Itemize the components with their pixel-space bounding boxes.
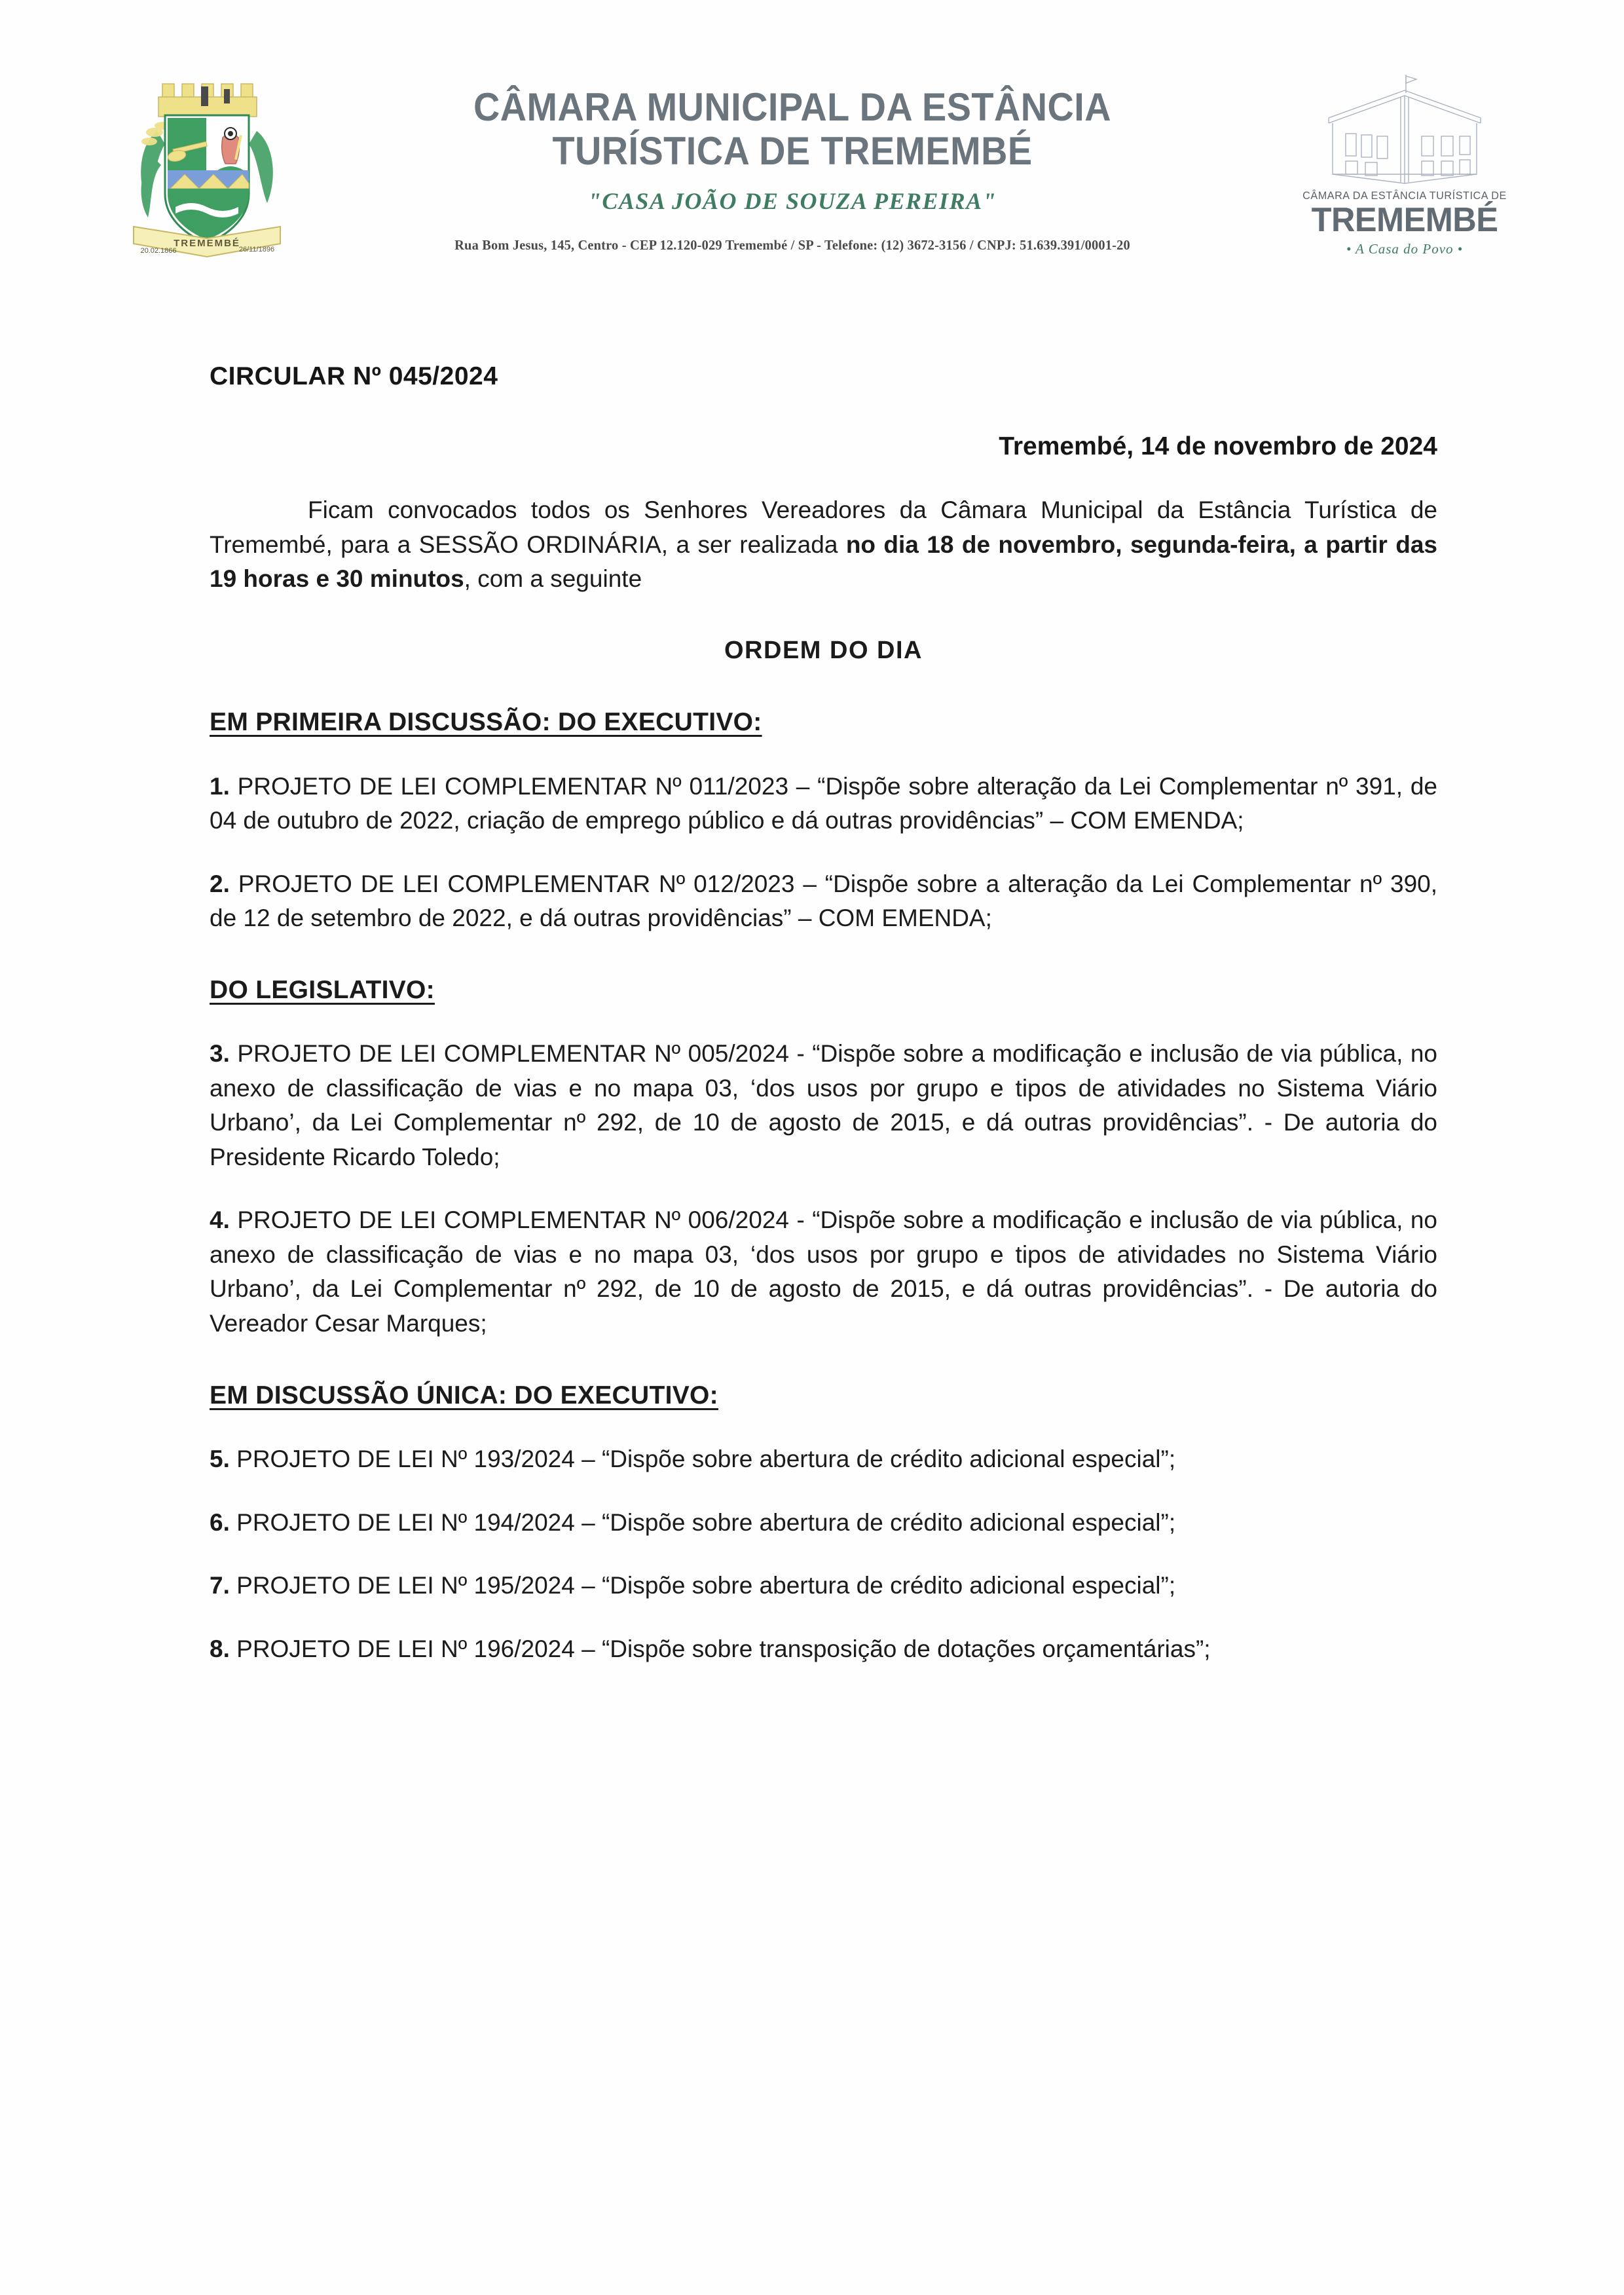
document-body	[0, 359, 1624, 1745]
agenda-item-text: PROJETO DE LEI Nº 196/2024 – “Dispõe sobre transposição de dotações orçamentárias”;	[229, 1635, 1211, 1662]
agenda-item-text: PROJETO DE LEI Nº 194/2024 – “Dispõe sobre abertura de crédito adicional especial”;	[229, 1508, 1176, 1536]
agenda-title: ORDEM DO DIA	[724, 636, 923, 664]
agenda-item-number: 5.	[210, 1446, 230, 1473]
agenda-item-number: 7.	[210, 1572, 230, 1599]
intro-text-bold: no dia 18 de novembro, segunda-feira, a partir das 19 horas e 30 minutos	[210, 531, 1437, 593]
agenda-item	[210, 1037, 1437, 1174]
agenda-item	[210, 1632, 1437, 1667]
org-subtitle: "CASA JOÃO DE SOUZA PEREIRA"	[587, 188, 997, 215]
agenda-item-number: 6.	[210, 1508, 230, 1536]
agenda-item	[210, 1569, 1437, 1603]
logo-wordmark: TREMEMBÉ	[1311, 201, 1498, 239]
agenda-item	[210, 867, 1437, 936]
intro-text-part1: Ficam convocados todos os Senhores Vereadores da Câmara Municipal da Estância Turística de Tremembé, para a SESSÃO ORDINÁRIA, a ser realizada	[210, 496, 1437, 558]
coat-of-arms-crest	[124, 0, 288, 262]
agenda-item-text: PROJETO DE LEI COMPLEMENTAR Nº 012/2023 – “Dispõe sobre a alteração da Lei Complementar nº 390, de 12 de setembro de 2022, e dá outras providências” – COM EMENDA;	[210, 870, 1437, 932]
building-icon	[1306, 71, 1503, 185]
agenda-item-number: 3.	[210, 1040, 230, 1068]
logo-subtitle: CÂMARA DA ESTÂNCIA TURÍSTICA DE	[1302, 189, 1507, 202]
svg-text:20.02.1866: 20.02.1866	[140, 247, 177, 255]
intro-text-part2: , com a seguinte	[464, 565, 642, 593]
agenda-item	[210, 1203, 1437, 1341]
org-title-line2: TURÍSTICA DE TREMEMBÉ	[552, 129, 1033, 174]
date-line: Tremembé, 14 de novembro de 2024	[999, 432, 1437, 460]
org-title-line1: CÂMARA MUNICIPAL DA ESTÂNCIA	[473, 85, 1112, 129]
agenda-item	[210, 770, 1437, 838]
svg-text:26/11/1896: 26/11/1896	[238, 246, 275, 253]
header-title-block	[288, 0, 1297, 253]
page-bottom-spacer	[210, 1666, 1437, 1745]
agenda-item-text: PROJETO DE LEI COMPLEMENTAR Nº 006/2024 - “Dispõe sobre a modificação e inclusão de via pública, no anexo de classificação de vias e no mapa 03, ‘dos usos por grupo e tipos de atividades no Sistema Viário Urbano’, da Lei Complementar nº 292, de 10 de agosto de 2015, e dá outras providências”. - De autoria do Vereador Cesar Marques;	[210, 1206, 1437, 1337]
logo-tagline: • A Casa do Povo •	[1346, 241, 1464, 257]
section-heading-legislativo: DO LEGISLATIVO:	[210, 975, 435, 1004]
agenda-item-number: 4.	[210, 1206, 230, 1234]
agenda-item-number: 1.	[210, 772, 230, 800]
org-address: Rua Bom Jesus, 145, Centro - CEP 12.120-029 Tremembé / SP - Telefone: (12) 3672-3156 / CNPJ: 51.639.391/0001-20	[454, 237, 1130, 253]
agenda-item-text: PROJETO DE LEI COMPLEMENTAR Nº 011/2023 – “Dispõe sobre alteração da Lei Complementar nº 391, de 04 de outubro de 2022, criação de emprego público e dá outras providências” – COM EMENDA;	[210, 772, 1437, 834]
section-heading-primeira-discussao: EM PRIMEIRA DISCUSSÃO: DO EXECUTIVO:	[210, 707, 762, 736]
camara-logo	[1297, 0, 1513, 257]
circular-number: CIRCULAR Nº 045/2024	[210, 362, 498, 390]
agenda-item	[210, 1442, 1437, 1477]
document-header	[0, 0, 1624, 275]
agenda-item-number: 8.	[210, 1635, 230, 1662]
section-heading-discussao-unica: EM DISCUSSÃO ÚNICA: DO EXECUTIVO:	[210, 1381, 718, 1409]
intro-paragraph	[210, 493, 1437, 597]
crest-icon	[124, 72, 288, 262]
agenda-item-text: PROJETO DE LEI Nº 195/2024 – “Dispõe sobre abertura de crédito adicional especial”;	[229, 1572, 1176, 1599]
agenda-item-number: 2.	[210, 870, 230, 897]
agenda-item-text: PROJETO DE LEI Nº 193/2024 – “Dispõe sobre abertura de crédito adicional especial”;	[229, 1446, 1176, 1473]
svg-text:TREMEMBÉ: TREMEMBÉ	[174, 238, 240, 249]
agenda-item-text: PROJETO DE LEI COMPLEMENTAR Nº 005/2024 - “Dispõe sobre a modificação e inclusão de via pública, no anexo de classificação de vias e no mapa 03, ‘dos usos por grupo e tipos de atividades no Sistema Viário Urbano’, da Lei Complementar nº 292, de 10 de agosto de 2015, e dá outras providências”. - De autoria do Presidente Ricardo Toledo;	[210, 1040, 1437, 1170]
agenda-item	[210, 1506, 1437, 1540]
